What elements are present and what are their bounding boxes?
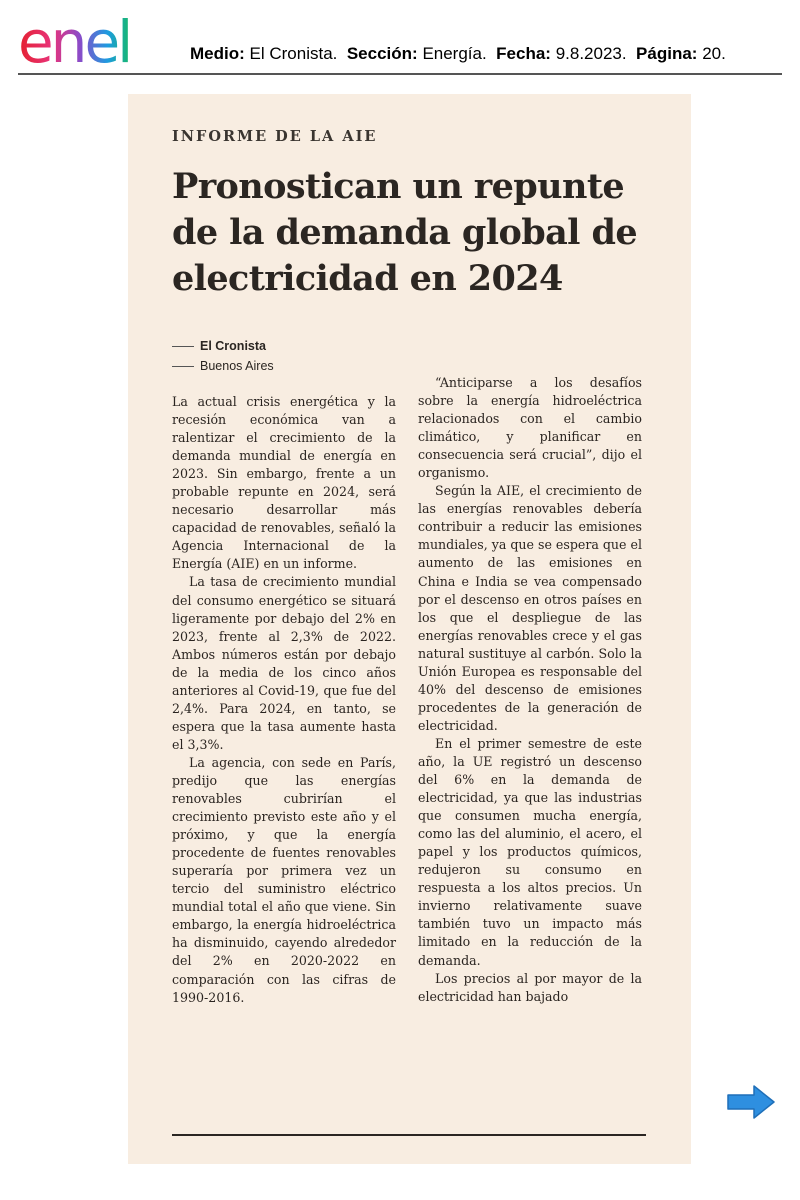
medio-value: El Cronista.	[249, 44, 338, 63]
newspaper-clipping	[128, 94, 691, 1164]
byline-dash	[172, 346, 194, 347]
paragraph: Los precios al por mayor de la electricidad han bajado	[418, 970, 642, 1004]
enel-logo	[18, 6, 178, 68]
pagina-value: 20.	[702, 44, 726, 63]
article-title: Pronostican un repunte de la demanda global de electricidad en 2024	[172, 166, 638, 299]
medio-label: Medio:	[190, 44, 245, 63]
svg-text:enel: enel	[18, 8, 131, 68]
fecha-value: 9.8.2023.	[555, 44, 627, 63]
byline-author: El Cronista	[200, 339, 266, 353]
header-divider	[18, 73, 782, 75]
paragraph: “Anticiparse a los desafíos sobre la energía hidroeléctrica relacionados con el cambio climático, y planificar en consecuencia será crucial”, dijo el organismo.	[418, 375, 642, 481]
article-column-1	[172, 393, 396, 1007]
seccion-value: Energía.	[422, 44, 487, 63]
byline	[172, 336, 274, 376]
article-kicker: INFORME DE LA AIE	[172, 128, 378, 145]
byline-dash	[172, 366, 194, 367]
seccion-label: Sección:	[346, 44, 418, 63]
article-column-2	[418, 374, 642, 1006]
fecha-label: Fecha:	[496, 44, 551, 63]
paragraph: Según la AIE, el crecimiento de las energías renovables debería contribuir a reducir las emisiones mundiales, ya que se espera que el aumento de las emisiones en China e India se vea compensado por el descenso en otros países en los que el despliegue de las energías renovables crece y el gas natural sustituye al carbón. Solo la Unión Europea es responsable del 40% del descenso de emisiones procedentes de la generación de electricidad.	[418, 483, 642, 733]
arrow-right-icon[interactable]	[724, 1082, 778, 1122]
pagina-label: Página:	[636, 44, 698, 63]
article-bottom-rule	[172, 1134, 646, 1136]
paragraph: En el primer semestre de este año, la UE registró un descenso del 6% en la demanda de electricidad, ya que las industrias que consumen mucha energía, como las del aluminio, el acero, el papel y los productos químicos, redujeron su consumo en respuesta a los altos precios. Un invierno relativamente suave también tuvo un impacto más limitado en la reducción de la demanda.	[418, 735, 642, 968]
paragraph: La tasa de crecimiento mundial del consumo energético se situará ligeramente por debajo del 2% en 2023, frente al 2,3% de 2022. Ambos números están por debajo de la media de los cinco años anteriores al Covid-19, que fue del 2,4%. Para 2024, en tanto, se espera que la tasa aumente hasta el 3,3%.	[172, 574, 396, 752]
press-metadata	[190, 44, 726, 64]
byline-location: Buenos Aires	[200, 359, 274, 373]
paragraph: La agencia, con sede en París, predijo que las energías renovables cubrirían el crecimiento previsto este año y el próximo, y que la energía procedente de fuentes renovables superaría por primera vez un tercio del suministro eléctrico mundial total el año que viene. Sin embargo, la energía hidroeléctrica ha disminuido, cayendo alrededor del 2% en 2020-2022 en comparación con las cifras de 1990-2016.	[172, 754, 396, 1005]
paragraph: La actual crisis energética y la recesión económica van a ralentizar el crecimiento de la demanda mundial de energía en 2023. Sin embargo, frente a un probable repunte en 2024, será necesario desarrollar más capacidad de renovables, señaló la Agencia Internacional de la Energía (AIE) en un informe.	[172, 394, 396, 572]
